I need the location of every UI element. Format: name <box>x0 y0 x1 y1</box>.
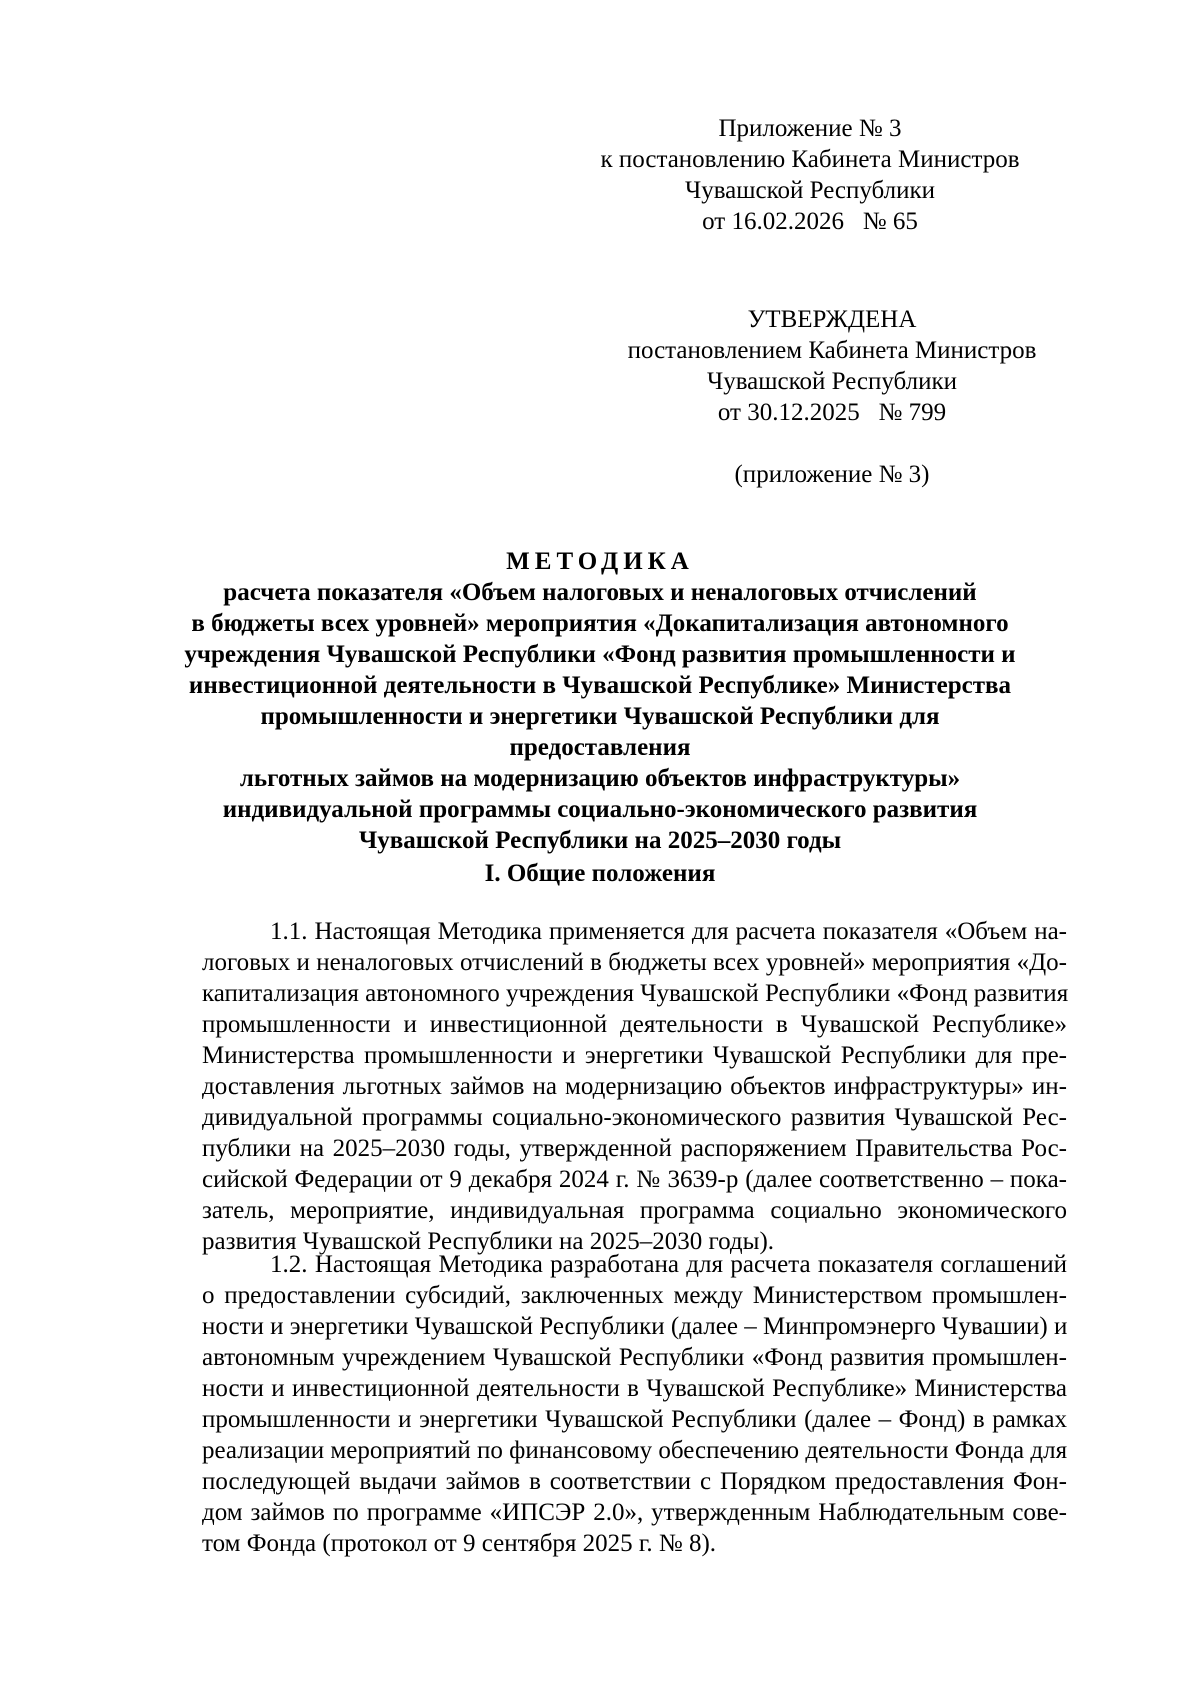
paragraph-line: реализации мероприятий по финансовому обеспечению деятельности Фонда для <box>202 1437 1068 1464</box>
title-line: Чувашской Республики на 2025–2030 годы <box>358 827 842 854</box>
annex-reference <box>560 113 1060 237</box>
paragraph-line: доставления льготных займов на модернизацию объектов инфраструктуры» ин- <box>202 1073 1067 1100</box>
paragraph-1-2 <box>202 1249 1067 1559</box>
paragraph-line: развития Чувашской Республики на 2025–2030 годы). <box>202 1228 775 1255</box>
paragraph-line: промышленности и энергетики Чувашской Республики (далее – Фонд) в рамках <box>202 1406 1067 1433</box>
paragraph-line: 1.1. Настоящая Методика применяется для расчета показателя «Объем на- <box>270 918 1067 945</box>
paragraph-line: публики на 2025–2030 годы, утвержденной распоряжением Правительства Рос- <box>202 1135 1067 1162</box>
paragraph-line: логовых и неналоговых отчислений в бюджеты всех уровней» мероприятия «До- <box>202 949 1067 976</box>
paragraph-line: ности и энергетики Чувашской Республики (далее – Минпромэнерго Чувашии) и <box>202 1313 1068 1340</box>
annex-decree-ref: к постановлению Кабинета Министров <box>600 146 1020 173</box>
approved-by: постановлением Кабинета Министров <box>627 337 1037 364</box>
paragraph-line: дом займов по программе «ИПСЭР 2.0», утвержденным Наблюдательным сове- <box>202 1499 1067 1526</box>
annex-republic: Чувашской Республики <box>684 177 936 204</box>
title-line: в бюджеты всех уровней» мероприятия «Докапитализация автономного <box>191 610 1009 637</box>
paragraph-line: затель, мероприятие, индивидуальная программа социально экономического <box>202 1197 1067 1224</box>
method-heading: МЕТОДИКА <box>506 548 694 575</box>
paragraph-line: дивидуальной программы социально-экономического развития Чувашской Рес- <box>202 1104 1067 1131</box>
approved-date: от 30.12.2025 № 799 <box>717 399 947 426</box>
section-heading: I. Общие положения <box>484 860 716 887</box>
title-line: индивидуальной программы социально-экономического развития <box>222 796 978 823</box>
title-line: расчета показателя «Объем налоговых и неналоговых отчислений <box>223 579 977 606</box>
approved-label: УТВЕРЖДЕНА <box>747 306 917 333</box>
annex-note: (приложение № 3) <box>734 461 930 488</box>
paragraph-line: автономным учреждением Чувашской Республики «Фонд развития промышлен- <box>202 1344 1067 1371</box>
paragraph-line: ности и инвестиционной деятельности в Чувашской Республике» Министерства <box>202 1375 1067 1402</box>
paragraph-line: 1.2. Настоящая Методика разработана для расчета показателя соглашений <box>270 1251 1067 1278</box>
paragraph-line: промышленности и инвестиционной деятельности в Чувашской Республике» <box>202 1011 1067 1038</box>
title-line: льготных займов на модернизацию объектов инфраструктуры» <box>239 765 961 792</box>
annex-date: от 16.02.2026 № 65 <box>702 208 918 235</box>
document-title <box>180 546 1020 856</box>
paragraph-line: Министерства промышленности и энергетики Чувашской Республики для пре- <box>202 1042 1067 1069</box>
approved-republic: Чувашской Республики <box>706 368 958 395</box>
paragraph-line: том Фонда (протокол от 9 сентября 2025 г. № 8). <box>202 1530 717 1557</box>
paragraph-line: капитализация автономного учреждения Чувашской Республики «Фонд развития <box>202 980 1069 1007</box>
annex-number: Приложение № 3 <box>718 115 902 142</box>
title-line: инвестиционной деятельности в Чувашской Республике» Министерства <box>188 672 1012 699</box>
paragraph-line: о предоставлении субсидий, заключенных между Министерством промышлен- <box>202 1282 1067 1309</box>
paragraph-1-1 <box>202 916 1067 1257</box>
title-line: промышленности и энергетики Чувашской Республики для предоставления <box>260 703 940 761</box>
paragraph-line: последующей выдачи займов в соответствии с Порядком предоставления Фон- <box>202 1468 1067 1495</box>
approval-stamp <box>582 304 1082 428</box>
paragraph-line: сийской Федерации от 9 декабря 2024 г. № 3639-р (далее соответственно – пока- <box>202 1166 1067 1193</box>
title-line: учреждения Чувашской Республики «Фонд развития промышленности и <box>184 641 1016 668</box>
